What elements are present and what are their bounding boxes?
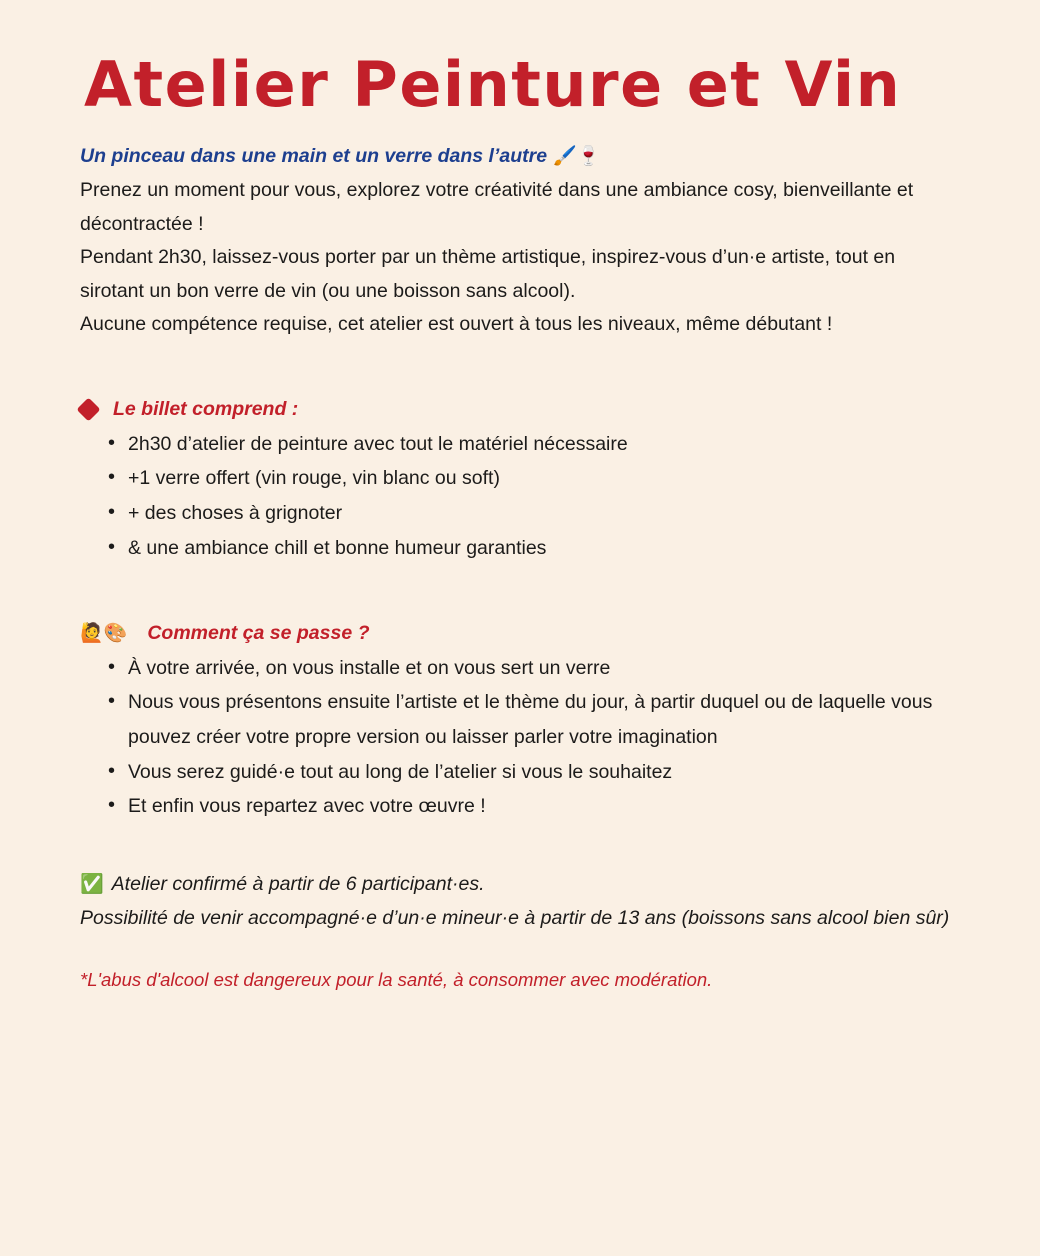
list-item: • & une ambiance chill et bonne humeur garanties (106, 531, 960, 566)
list-item: • Vous serez guidé·e tout au long de l’atelier si vous le souhaitez (106, 755, 960, 790)
how-it-works-list (80, 651, 960, 825)
closing-line-1 (80, 868, 960, 902)
page-title: Atelier Peinture et Vin (84, 48, 902, 121)
alcohol-disclaimer: *L'abus d'alcool est dangereux pour la santé, à consommer avec modération. (80, 969, 713, 991)
intro-line-3: Aucune compétence requise, cet atelier est ouvert à tous les niveaux, même débutant ! (80, 313, 833, 336)
person-palette-icon: 🙋🎨 (80, 622, 128, 644)
intro-line-2: Pendant 2h30, laissez-vous porter par un thème artistique, inspirez-vous d’un·e artiste, tout en sirotant un bon verre de vin (ou une boisson sans alcool). (80, 246, 896, 302)
spacer-3 (80, 824, 960, 868)
list-item: • À votre arrivée, on vous installe et on vous sert un verre (106, 651, 960, 686)
check-mark-icon: ✅ (80, 874, 104, 896)
spacer-1 (80, 342, 960, 398)
how-it-works-heading (80, 622, 960, 645)
intro-heading-text: Un pinceau dans une main et un verre dans l’autre (80, 145, 548, 168)
closing-line-2: Possibilité de venir accompagné·e d’un·e mineur·e à partir de 13 ans (boissons sans alcool bien sûr) (80, 906, 950, 929)
intro-section (80, 145, 960, 342)
list-item: • 2h30 d’atelier de peinture avec tout le matériel nécessaire (106, 427, 960, 462)
how-it-works-heading-text: Comment ça se passe ? (147, 621, 370, 644)
ticket-list (80, 427, 960, 566)
how-it-works-section (80, 622, 960, 825)
list-item: • +1 verre offert (vin rouge, vin blanc ou soft) (106, 461, 960, 496)
list-item: • Et enfin vous repartez avec votre œuvre ! (106, 789, 960, 824)
spacer-2 (80, 566, 960, 622)
intro-heading (80, 145, 960, 168)
ticket-heading-text: Le billet comprend : (113, 397, 299, 420)
intro-line-1: Prenez un moment pour vous, explorez votre créativité dans une ambiance cosy, bienveillante et décontractée ! (80, 179, 914, 235)
ticket-heading (80, 398, 960, 421)
closing-line-1-text: Atelier confirmé à partir de 6 participant·es. (111, 873, 485, 896)
list-item: • Nous vous présentons ensuite l’artiste et le thème du jour, à partir duquel ou de laquelle vous pouvez créer votre propre version ou laisser parler votre imagination (106, 685, 960, 754)
paintbrush-wineglass-icon: 🖌️🍷 (553, 146, 601, 168)
closing-section (80, 868, 960, 935)
ticket-section (80, 398, 960, 566)
diamond-icon (76, 397, 100, 421)
list-item: • + des choses à grignoter (106, 496, 960, 531)
